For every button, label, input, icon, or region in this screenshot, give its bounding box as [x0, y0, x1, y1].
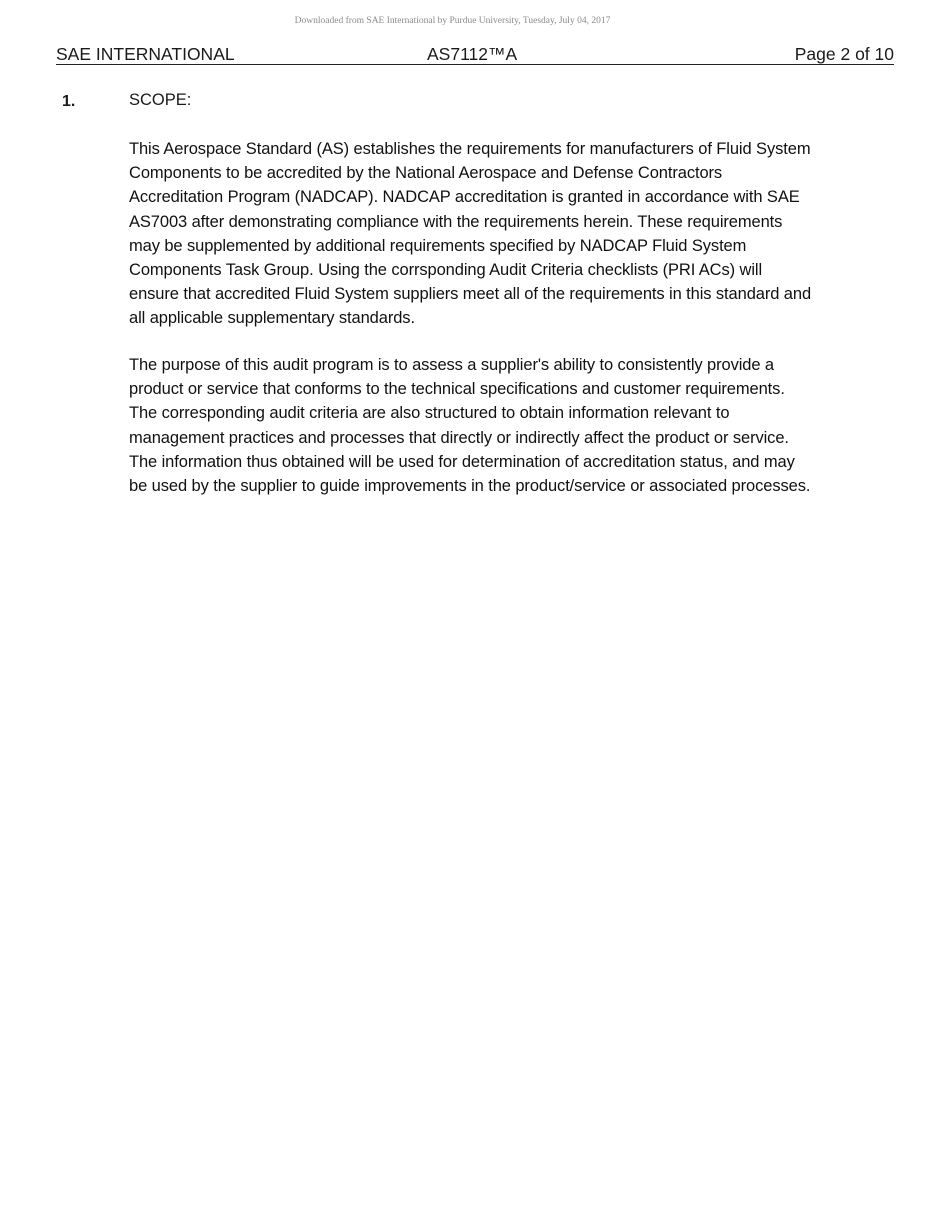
- paragraph-line: all applicable supplementary standards.: [129, 309, 415, 328]
- paragraph-line: The purpose of this audit program is to assess a supplier's ability to consistently provide a: [129, 356, 775, 374]
- paragraph-line: ensure that accredited Fluid System suppliers meet all of the requirements in this standard and: [129, 285, 812, 304]
- section-number: 1.: [62, 93, 76, 110]
- paragraph-line: management practices and processes that directly or indirectly affect the product or service.: [129, 428, 789, 447]
- paragraph-line: Components Task Group. Using the corrsponding Audit Criteria checklists (PRI ACs) will: [129, 261, 763, 280]
- header-document-number: AS7112™A: [427, 44, 518, 64]
- paragraph-line: The information thus obtained will be used for determination of accreditation status, and may: [129, 452, 795, 471]
- paragraph-line: product or service that conforms to the technical specifications and customer requirements.: [129, 380, 785, 399]
- page-header: [56, 44, 894, 65]
- section-heading: SCOPE:: [129, 91, 192, 109]
- paragraph-line: AS7003 after demonstrating compliance with the requirements herein. These requirements: [129, 212, 783, 231]
- paragraph-line: The corresponding audit criteria are also structured to obtain information relevant to: [129, 404, 730, 423]
- header-page-number: Page 2 of 10: [794, 44, 894, 64]
- paragraph-line: Accreditation Program (NADCAP). NADCAP accreditation is granted in accordance with SAE: [129, 188, 800, 207]
- scope-paragraph-1: [129, 137, 889, 331]
- paragraph-line: be used by the supplier to guide improvements in the product/service or associated processes.: [129, 477, 811, 496]
- paragraph-line: This Aerospace Standard (AS) establishes the requirements for manufacturers of Fluid System: [129, 140, 811, 158]
- paragraph-line: Components to be accredited by the National Aerospace and Defense Contractors: [129, 164, 723, 183]
- scope-paragraph-2: [129, 353, 889, 498]
- paragraph-line: may be supplemented by additional requirements specified by NADCAP Fluid System: [129, 236, 747, 255]
- download-watermark: Downloaded from SAE International by Purdue University, Tuesday, July 04, 2017: [294, 16, 611, 26]
- header-organization: SAE INTERNATIONAL: [56, 44, 235, 64]
